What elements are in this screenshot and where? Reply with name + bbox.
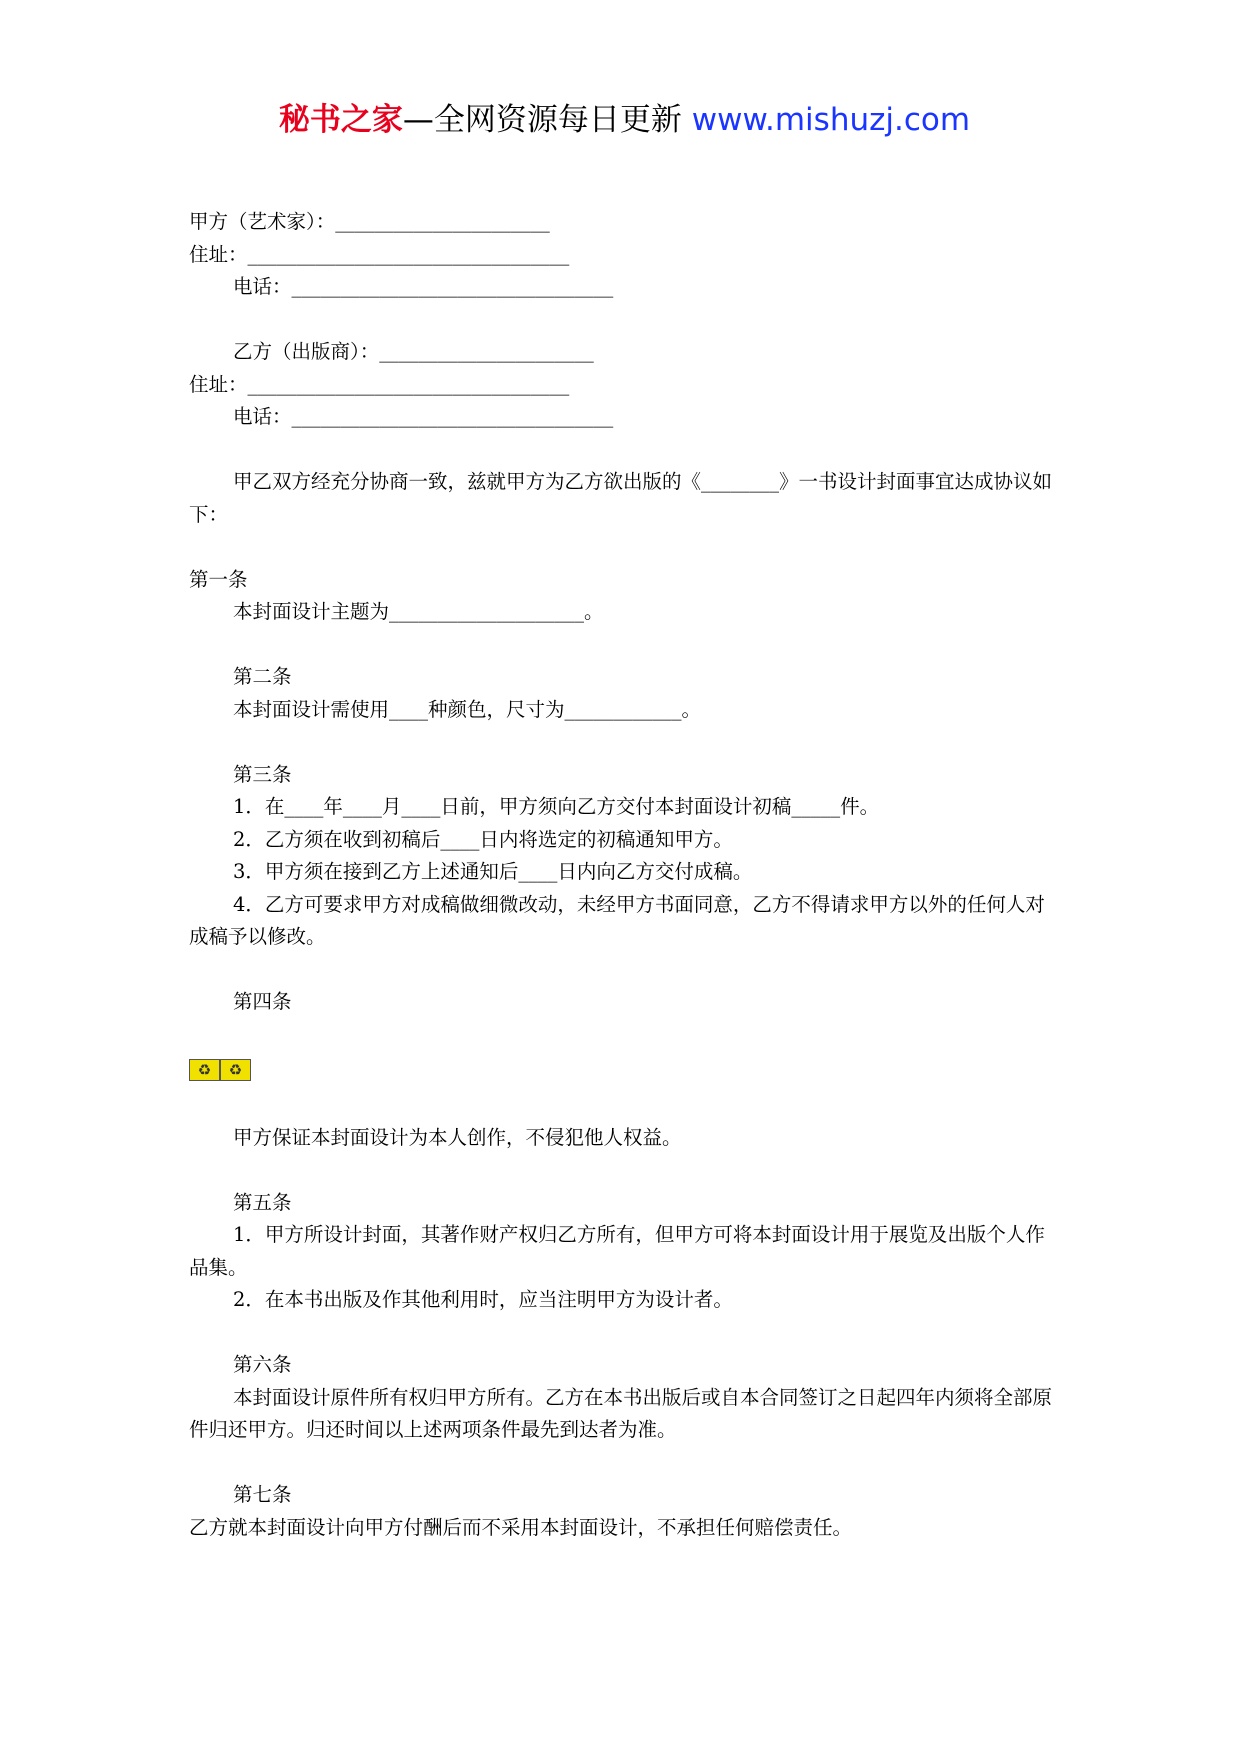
spacer [189,1317,1060,1350]
article-item: 2．乙方须在收到初稿后____日内将选定的初稿通知甲方。 [233,827,733,851]
party-a-name-field: 甲方（艺术家）：______________________ [189,210,550,233]
party-a-phone-field: 电话：_________________________________ [233,275,614,298]
article-paragraph: 甲方保证本封面设计为本人创作，不侵犯他人权益。 [233,1125,682,1149]
party-b-name-field: 乙方（出版商）：______________________ [233,340,594,363]
party-a-address-field: 住址：_________________________________ [189,242,570,266]
spacer [189,434,1060,467]
intro-paragraph: 甲乙双方经充分协商一致，兹就甲方为乙方欲出版的《________》一书设计封面事宜达成协议如下： [189,470,1053,526]
article-title: 第二条 [233,665,292,688]
spacer [189,1447,1060,1480]
party-b-phone-field: 电话：_________________________________ [233,405,614,428]
article-2 [189,661,1060,726]
spacer [189,1154,1060,1187]
article-item: 1．在____年____月____日前，甲方须向乙方交付本封面设计初稿_____件。 [233,795,880,818]
header-slogan: —全网资源每日更新 [402,102,682,138]
embedded-object-image [189,1059,251,1081]
spacer [189,1089,1060,1122]
swirl-icon: ♻ [220,1059,251,1081]
article-item: 4．乙方可要求甲方对成稿做细微改动，未经甲方书面同意，乙方不得请求甲方以外的任何人对成稿予以修改。 [189,892,1045,948]
spacer [189,629,1060,662]
spacer [189,304,1060,337]
article-title: 第七条 [233,1483,292,1506]
article-4 [189,986,1060,1154]
article-title: 第三条 [233,762,292,786]
article-6 [189,1349,1060,1447]
swirl-icon: ♻ [189,1059,220,1081]
party-b-address-field: 住址：_________________________________ [189,372,570,396]
article-3 [189,759,1060,954]
article-item: 3．甲方须在接到乙方上述通知后____日内向乙方交付成稿。 [233,860,753,883]
article-7 [189,1479,1060,1544]
header-brand: 秘书之家 [278,102,403,138]
article-title: 第四条 [233,990,292,1013]
header-url-link[interactable]: www.mishuzj.com [691,102,971,138]
article-item: 1．甲方所设计封面，其著作财产权归乙方所有，但甲方可将本封面设计用于展览及出版个人作品集。 [189,1223,1045,1279]
spacer [189,954,1060,987]
article-paragraph: 本封面设计主题为____________________。 [233,600,604,623]
party-b-block [189,336,1060,434]
article-paragraph: 本封面设计原件所有权归甲方所有。乙方在本书出版后或自本合同签订之日起四年内须将全部原件归还甲方。归还时间以上述两项条件最先到达者为准。 [189,1385,1053,1441]
article-title: 第五条 [233,1190,292,1214]
site-header [189,100,1060,140]
article-paragraph: 本封面设计需使用____种颜色，尺寸为____________。 [233,697,702,721]
party-a-block [189,206,1060,304]
article-1 [189,564,1060,629]
spacer [189,531,1060,564]
article-paragraph: 乙方就本封面设计向甲方付酬后而不采用本封面设计，不承担任何赔偿责任。 [189,1515,853,1539]
spacer [189,1019,1060,1052]
article-title: 第一条 [189,567,248,591]
article-5 [189,1187,1060,1317]
article-title: 第六条 [233,1353,292,1376]
article-item: 2．在本书出版及作其他利用时，应当注明甲方为设计者。 [233,1288,733,1311]
spacer [189,726,1060,759]
